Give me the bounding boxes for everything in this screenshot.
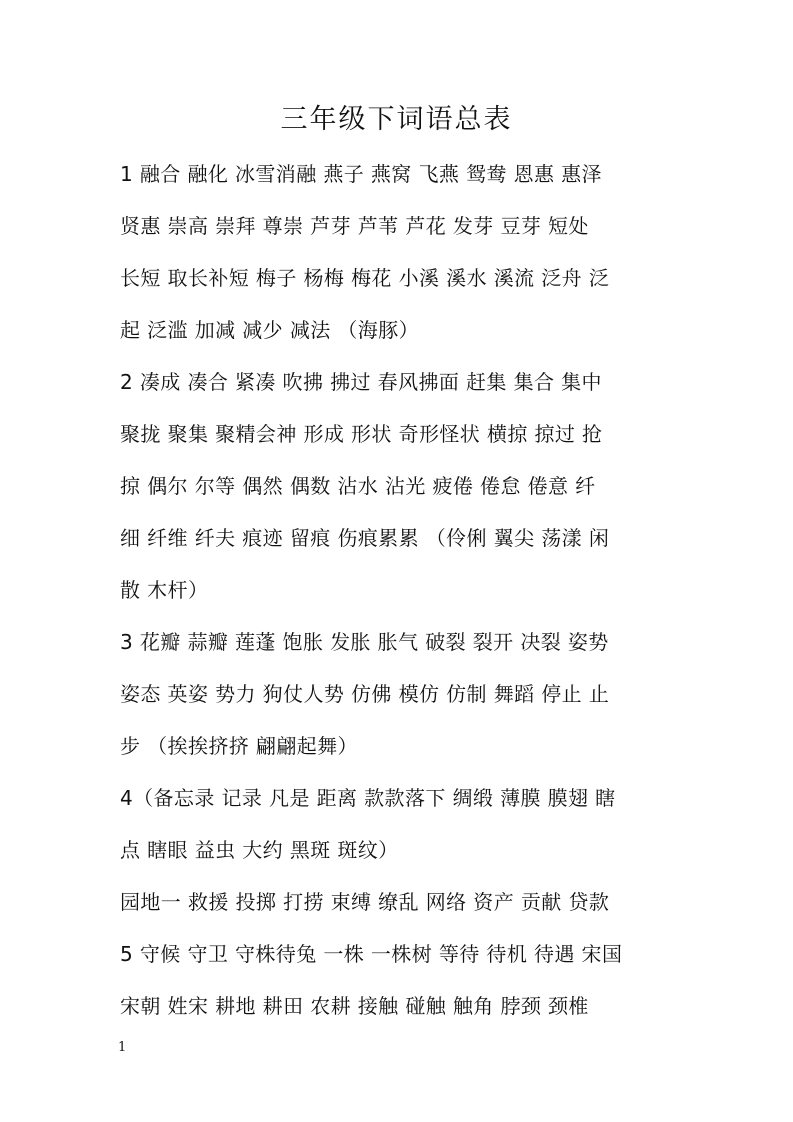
- word-line: 长短 取长补短 梅子 杨梅 梅花 小溪 溪水 溪流 泛舟 泛: [120, 266, 610, 290]
- word-line: 点 瞎眼 益虫 大约 黑斑 斑纹）: [120, 838, 399, 862]
- page-number: 1: [118, 1040, 127, 1055]
- word-line: 掠 偶尔 尔等 偶然 偶数 沾水 沾光 疲倦 倦怠 倦意 纤: [120, 474, 596, 498]
- word-line: 贤惠 崇高 崇拜 尊崇 芦芽 芦苇 芦花 发芽 豆芽 短处: [120, 214, 589, 238]
- word-line: 3 花瓣 蒜瓣 莲蓬 饱胀 发胀 胀气 破裂 裂开 决裂 姿势: [120, 630, 609, 654]
- word-line: 起 泛滥 加减 减少 减法 （海豚）: [120, 318, 419, 342]
- word-line: 散 木杆）: [120, 578, 209, 602]
- word-line: 5 守候 守卫 守株待兔 一株 一株树 等待 待机 待遇 宋国: [120, 942, 623, 966]
- word-line: 4（备忘录 记录 凡是 距离 款款落下 绸缎 薄膜 膜翅 瞎: [120, 786, 616, 810]
- word-line: 细 纤维 纤夫 痕迹 留痕 伤痕累累 （伶俐 翼尖 荡漾 闲: [120, 526, 610, 550]
- word-line: 步 （挨挨挤挤 翩翩起舞）: [120, 734, 358, 758]
- word-line: 2 凑成 凑合 紧凑 吹拂 拂过 春风拂面 赶集 集合 集中: [120, 370, 602, 394]
- word-line: 园地一 救援 投掷 打捞 束缚 缭乱 网络 资产 贡献 贷款: [120, 890, 610, 914]
- word-line: 姿态 英姿 势力 狗仗人势 仿佛 模仿 仿制 舞蹈 停止 止: [120, 682, 610, 706]
- word-line: 聚拢 聚集 聚精会神 形成 形状 奇形怪状 横掠 掠过 抢: [120, 422, 603, 446]
- document-title: 三年级下词语总表: [280, 104, 513, 135]
- word-line: 宋朝 姓宋 耕地 耕田 农耕 接触 碰触 触角 脖颈 颈椎: [120, 994, 589, 1018]
- word-line: 1 融合 融化 冰雪消融 燕子 燕窝 飞燕 鸳鸯 恩惠 惠泽: [120, 162, 602, 186]
